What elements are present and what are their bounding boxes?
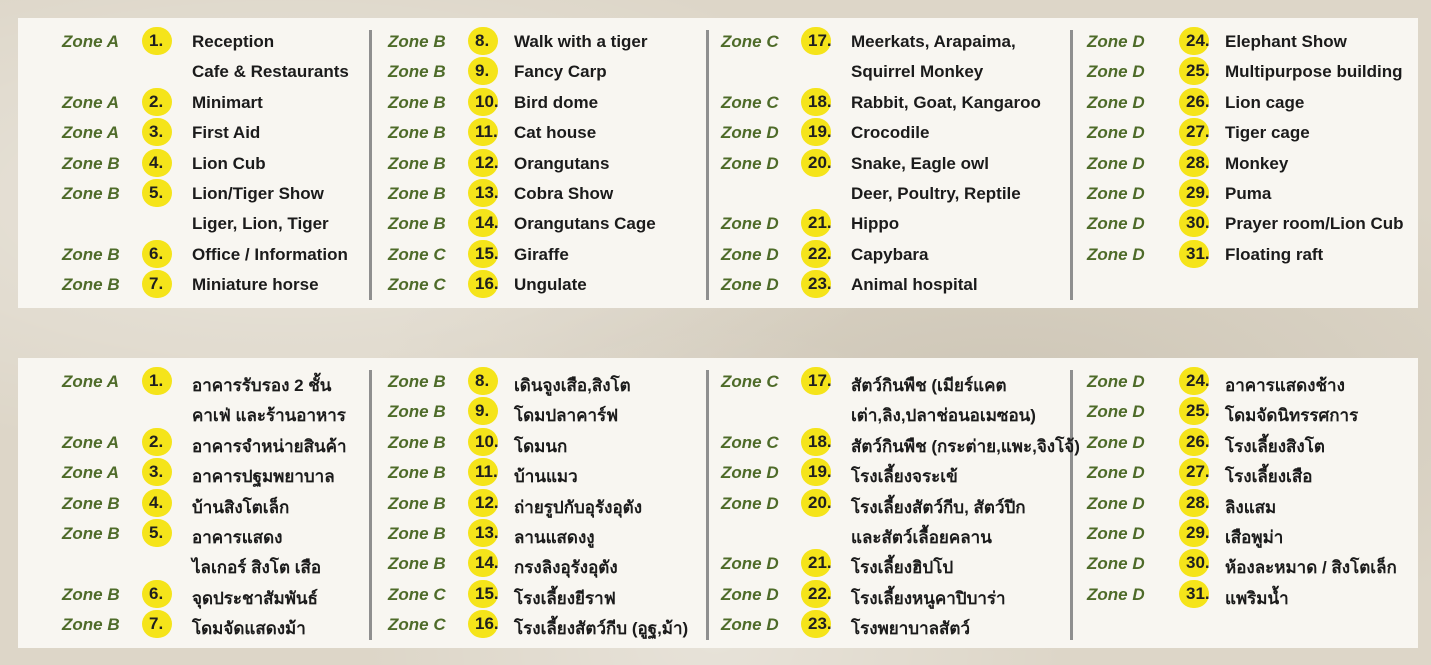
location-name: โรงเลี้ยงยีราฟ (514, 588, 616, 608)
location-name: Multipurpose building (1225, 62, 1403, 82)
zone-label: Zone D (1087, 32, 1145, 51)
zone-label: Zone B (388, 123, 446, 143)
number-badge: 21. (801, 209, 831, 237)
column-divider (1070, 370, 1073, 640)
zone-label: Zone D (721, 493, 779, 513)
number-badge: 6. (142, 240, 172, 268)
zone-label: Zone D (721, 463, 779, 483)
legend-row (1087, 118, 1427, 148)
legend-row (1087, 580, 1427, 610)
number-badge: 25. (1179, 397, 1209, 425)
zone-label: Zone C (388, 244, 446, 264)
legend-column (721, 358, 1080, 648)
number-badge: 24. (1179, 27, 1209, 55)
legend-row (721, 27, 1061, 57)
number-badge: 10. (468, 88, 498, 116)
legend-row (1087, 149, 1427, 179)
zone-label: Zone C (388, 275, 446, 295)
number-badge: 1. (142, 367, 172, 395)
zone-label: Zone B (62, 244, 120, 264)
legend-row (62, 580, 402, 610)
number-badge: 8. (468, 27, 498, 55)
legend-row (721, 179, 1061, 209)
legend-row (62, 489, 402, 519)
number-badge: 18. (801, 88, 831, 116)
location-name: First Aid (192, 123, 261, 143)
legend-row (388, 580, 728, 610)
number-badge: 4. (142, 149, 172, 177)
legend-row (721, 428, 1080, 458)
zone-label: Zone B (388, 432, 446, 452)
location-name: Tiger cage (1225, 123, 1310, 143)
legend-row (1087, 489, 1427, 519)
zone-label: Zone A (62, 123, 119, 143)
location-name: Meerkats, Arapaima, (851, 32, 1016, 51)
zone-label: Zone B (388, 153, 446, 173)
number-badge: 18. (801, 428, 831, 456)
thai-legend-panel (18, 358, 1418, 648)
zone-label: Zone A (62, 432, 119, 452)
location-name: อาคารแสดงช้าง (1225, 376, 1345, 395)
legend-row (388, 549, 728, 579)
number-badge: 10. (468, 428, 498, 456)
zone-label: Zone D (721, 554, 779, 574)
location-name: ถ่ายรูปกับอุรังอุตัง (514, 497, 642, 517)
legend-row (1087, 549, 1427, 579)
number-badge: 14. (468, 209, 498, 237)
zone-label: Zone D (1087, 123, 1145, 143)
legend-row (1087, 209, 1427, 239)
location-name: เสือพูม่า (1225, 528, 1284, 547)
number-badge: 30. (1179, 549, 1209, 577)
english-legend-panel (18, 18, 1418, 308)
legend-column (388, 18, 728, 308)
zone-label: Zone C (388, 584, 446, 604)
number-badge: 15. (468, 580, 498, 608)
location-name: Office / Information (192, 244, 348, 264)
zone-label: Zone B (62, 493, 120, 513)
location-name: สัตว์กินพืช (กระต่าย,แพะ,จิงโจ้) (851, 436, 1080, 456)
legend-row (1087, 519, 1427, 549)
location-name: โรงเลี้ยงสิงโต (1225, 436, 1325, 456)
legend-row (721, 610, 1061, 640)
legend-row (388, 519, 728, 549)
legend-row (721, 489, 1061, 519)
location-name: สัตว์กินพืช (เมียร์แคต (851, 376, 1007, 395)
location-name: Minimart (192, 92, 263, 112)
legend-row (1087, 57, 1427, 87)
legend-row (62, 88, 402, 118)
legend-row (62, 240, 402, 270)
location-name: แพริมน้ำ (1225, 588, 1289, 608)
location-name: Animal hospital (851, 275, 978, 295)
legend-row (1087, 240, 1427, 270)
location-name: โรงเลี้ยงหนูคาปิบาร่า (851, 588, 1006, 608)
location-name: โรงเลี้ยงเสือ (1225, 467, 1313, 487)
legend-row (721, 367, 1061, 397)
number-badge: 13. (468, 179, 498, 207)
zone-label: Zone D (1087, 244, 1145, 264)
number-badge: 19. (801, 118, 831, 146)
legend-row (388, 240, 728, 270)
number-badge: 3. (142, 118, 172, 146)
location-name: คาเฟ่ และร้านอาหาร (192, 406, 346, 426)
legend-row (721, 209, 1061, 239)
zone-label: Zone D (721, 244, 779, 264)
number-badge: 15. (468, 240, 498, 268)
number-badge: 1. (142, 27, 172, 55)
number-badge: 26. (1179, 428, 1209, 456)
number-badge: 30. (1179, 209, 1209, 237)
legend-row (388, 57, 728, 87)
legend-row (62, 428, 402, 458)
location-name: Liger, Lion, Tiger (192, 214, 329, 234)
number-badge: 2. (142, 428, 172, 456)
legend-row (388, 88, 728, 118)
zone-label: Zone D (1087, 62, 1145, 82)
location-name: และสัตว์เลื้อยคลาน (851, 528, 992, 547)
location-name: ห้องละหมาด / สิงโตเล็ก (1225, 558, 1397, 578)
legend-row (1087, 397, 1427, 427)
zone-label: Zone B (62, 584, 120, 604)
legend-row (62, 209, 402, 239)
number-badge: 20. (801, 489, 831, 517)
zone-label: Zone B (62, 184, 120, 203)
location-name: Puma (1225, 184, 1272, 203)
legend-row (388, 27, 728, 57)
number-badge: 27. (1179, 118, 1209, 146)
legend-row (1087, 179, 1427, 209)
number-badge: 31. (1179, 580, 1209, 608)
location-name: โดมจัดนิทรรศการ (1225, 406, 1359, 426)
number-badge: 11. (468, 458, 498, 486)
number-badge: 7. (142, 270, 172, 298)
location-name: Fancy Carp (514, 62, 607, 82)
zone-label: Zone C (721, 372, 779, 391)
legend-row (62, 149, 402, 179)
number-badge: 16. (468, 270, 498, 298)
location-name: ลานแสดงงู (514, 528, 595, 547)
legend-row (1087, 428, 1427, 458)
column-divider (1070, 30, 1073, 300)
legend-row (721, 519, 1061, 549)
location-name: อาคารรับรอง 2 ชั้น (192, 376, 332, 395)
zone-label: Zone B (388, 32, 446, 51)
legend-row (1087, 367, 1427, 397)
number-badge: 5. (142, 179, 172, 207)
legend-row (388, 209, 728, 239)
location-name: Giraffe (514, 244, 569, 264)
legend-column (1087, 358, 1427, 648)
zone-label: Zone A (62, 92, 119, 112)
legend-row (388, 489, 728, 519)
zone-label: Zone D (1087, 402, 1145, 422)
number-badge: 17. (801, 27, 831, 55)
legend-row (721, 270, 1061, 300)
zone-label: Zone B (62, 524, 120, 543)
legend-row (721, 57, 1061, 87)
legend-row (388, 458, 728, 488)
location-name: ไลเกอร์ สิงโต เสือ (192, 558, 322, 578)
zone-label: Zone B (388, 184, 446, 203)
zone-label: Zone B (388, 524, 446, 543)
legend-row (1087, 88, 1427, 118)
number-badge: 19. (801, 458, 831, 486)
number-badge: 21. (801, 549, 831, 577)
location-name: Lion/Tiger Show (192, 184, 324, 203)
zone-label: Zone D (721, 123, 779, 143)
number-badge: 12. (468, 149, 498, 177)
number-badge: 11. (468, 118, 498, 146)
zone-label: Zone B (388, 402, 446, 422)
location-name: Hippo (851, 214, 900, 234)
location-name: โรงเลี้ยงจระเข้ (851, 467, 958, 487)
zone-label: Zone C (721, 432, 779, 452)
zone-label: Zone C (721, 32, 779, 51)
zone-label: Zone D (1087, 184, 1145, 203)
location-name: กรงลิงอุรังอุตัง (514, 558, 618, 578)
zone-label: Zone B (388, 62, 446, 82)
zone-label: Zone A (62, 463, 119, 483)
zone-label: Zone D (1087, 524, 1145, 543)
location-name: Cafe & Restaurants (192, 62, 349, 82)
zone-label: Zone B (388, 463, 446, 483)
zone-label: Zone D (1087, 584, 1145, 604)
zone-label: Zone B (388, 372, 446, 391)
location-name: Ungulate (514, 275, 587, 295)
legend-column (388, 358, 728, 648)
zone-label: Zone D (1087, 214, 1145, 234)
zone-label: Zone D (1087, 153, 1145, 173)
location-name: Prayer room/Lion Cub (1225, 214, 1404, 234)
legend-row (721, 580, 1061, 610)
zone-label: Zone B (388, 493, 446, 513)
location-name: Reception (192, 32, 275, 51)
legend-row (62, 118, 402, 148)
location-name: โดมปลาคาร์ฟ (514, 406, 619, 426)
legend-row (388, 118, 728, 148)
number-badge: 29. (1179, 179, 1209, 207)
zone-label: Zone B (62, 275, 120, 295)
zone-label: Zone B (62, 615, 120, 635)
location-name: เดินจูงเสือ,สิงโต (514, 376, 631, 395)
legend-row (721, 149, 1061, 179)
number-badge: 14. (468, 549, 498, 577)
location-name: Floating raft (1225, 244, 1324, 264)
zone-label: Zone D (1087, 493, 1145, 513)
legend-row (62, 179, 402, 209)
legend-column (721, 18, 1061, 308)
number-badge: 9. (468, 57, 498, 85)
location-name: บ้านสิงโตเล็ก (192, 497, 290, 517)
zone-label: Zone B (388, 554, 446, 574)
legend-column (62, 18, 402, 308)
zone-label: Zone B (388, 214, 446, 234)
number-badge: 22. (801, 240, 831, 268)
legend-row (721, 240, 1061, 270)
location-name: Lion cage (1225, 92, 1305, 112)
number-badge: 7. (142, 610, 172, 638)
legend-row (62, 549, 402, 579)
legend-row (62, 610, 402, 640)
location-name: Orangutans (514, 153, 610, 173)
zone-label: Zone D (721, 275, 779, 295)
zone-label: Zone A (62, 372, 119, 391)
number-badge: 27. (1179, 458, 1209, 486)
location-name: Walk with a tiger (514, 32, 648, 51)
location-name: จุดประชาสัมพันธ์ (192, 588, 318, 608)
location-name: Rabbit, Goat, Kangaroo (851, 92, 1041, 112)
number-badge: 9. (468, 397, 498, 425)
location-name: Deer, Poultry, Reptile (851, 184, 1021, 203)
location-name: โรงเลี้ยงสัตว์กีบ, สัตว์ปีก (851, 497, 1026, 517)
location-name: Miniature horse (192, 275, 319, 295)
legend-row (388, 397, 728, 427)
legend-row (1087, 27, 1427, 57)
legend-row (388, 270, 728, 300)
location-name: Snake, Eagle owl (851, 153, 989, 173)
location-name: Lion Cub (192, 153, 266, 173)
number-badge: 28. (1179, 149, 1209, 177)
legend-row (62, 57, 402, 87)
number-badge: 23. (801, 610, 831, 638)
number-badge: 20. (801, 149, 831, 177)
location-name: อาคารปฐมพยาบาล (192, 467, 335, 487)
number-badge: 17. (801, 367, 831, 395)
zone-label: Zone D (721, 214, 779, 234)
location-name: Orangutans Cage (514, 214, 656, 234)
number-badge: 6. (142, 580, 172, 608)
number-badge: 26. (1179, 88, 1209, 116)
zone-label: Zone C (721, 92, 779, 112)
number-badge: 16. (468, 610, 498, 638)
number-badge: 3. (142, 458, 172, 486)
zone-label: Zone D (1087, 432, 1145, 452)
number-badge: 8. (468, 367, 498, 395)
zone-label: Zone D (721, 615, 779, 635)
legend-row (62, 458, 402, 488)
location-name: บ้านแมว (514, 467, 578, 487)
location-name: Monkey (1225, 153, 1289, 173)
location-name: โรงเลี้ยงสัตว์กีบ (อูฐ,ม้า) (514, 619, 689, 639)
location-name: โดมนก (514, 436, 568, 456)
number-badge: 2. (142, 88, 172, 116)
number-badge: 29. (1179, 519, 1209, 547)
zone-label: Zone D (1087, 372, 1145, 391)
legend-row (388, 610, 728, 640)
zone-label: Zone D (1087, 554, 1145, 574)
legend-row (721, 118, 1061, 148)
legend-row (388, 149, 728, 179)
number-badge: 13. (468, 519, 498, 547)
zone-label: Zone D (721, 584, 779, 604)
legend-row (388, 179, 728, 209)
legend-row (721, 397, 1061, 427)
legend-row (62, 27, 402, 57)
location-name: Cat house (514, 123, 597, 143)
location-name: โรงพยาบาลสัตว์ (851, 619, 970, 639)
number-badge: 24. (1179, 367, 1209, 395)
legend-row (721, 458, 1061, 488)
location-name: Crocodile (851, 123, 930, 143)
zone-label: Zone D (1087, 92, 1145, 112)
zone-label: Zone D (721, 153, 779, 173)
legend-row (721, 549, 1061, 579)
location-name: โรงเลี้ยงฮิปโป (851, 558, 954, 578)
number-badge: 31. (1179, 240, 1209, 268)
number-badge: 4. (142, 489, 172, 517)
zone-label: Zone D (1087, 463, 1145, 483)
location-name: Capybara (851, 244, 929, 264)
location-name: เต่า,ลิง,ปลาช่อนอเมซอน) (851, 406, 1036, 426)
legend-row (62, 519, 402, 549)
location-name: โดมจัดแสดงม้า (192, 619, 306, 639)
number-badge: 22. (801, 580, 831, 608)
location-name: อาคารจำหน่ายสินค้า (192, 436, 347, 456)
legend-row (1087, 458, 1427, 488)
legend-row (62, 270, 402, 300)
zone-label: Zone A (62, 32, 119, 51)
location-name: Elephant Show (1225, 32, 1347, 51)
number-badge: 25. (1179, 57, 1209, 85)
number-badge: 12. (468, 489, 498, 517)
legend-row (62, 397, 402, 427)
number-badge: 28. (1179, 489, 1209, 517)
zone-label: Zone C (388, 615, 446, 635)
legend-column (62, 358, 402, 648)
zone-label: Zone B (388, 92, 446, 112)
location-name: ลิงแสม (1225, 497, 1277, 517)
location-name: Bird dome (514, 92, 599, 112)
number-badge: 5. (142, 519, 172, 547)
legend-row (388, 428, 728, 458)
location-name: Cobra Show (514, 184, 614, 203)
zone-label: Zone B (62, 153, 120, 173)
legend-row (62, 367, 402, 397)
location-name: Squirrel Monkey (851, 62, 984, 82)
location-name: อาคารแสดง (192, 528, 283, 547)
legend-row (388, 367, 728, 397)
legend-row (721, 88, 1061, 118)
number-badge: 23. (801, 270, 831, 298)
legend-column (1087, 18, 1427, 308)
